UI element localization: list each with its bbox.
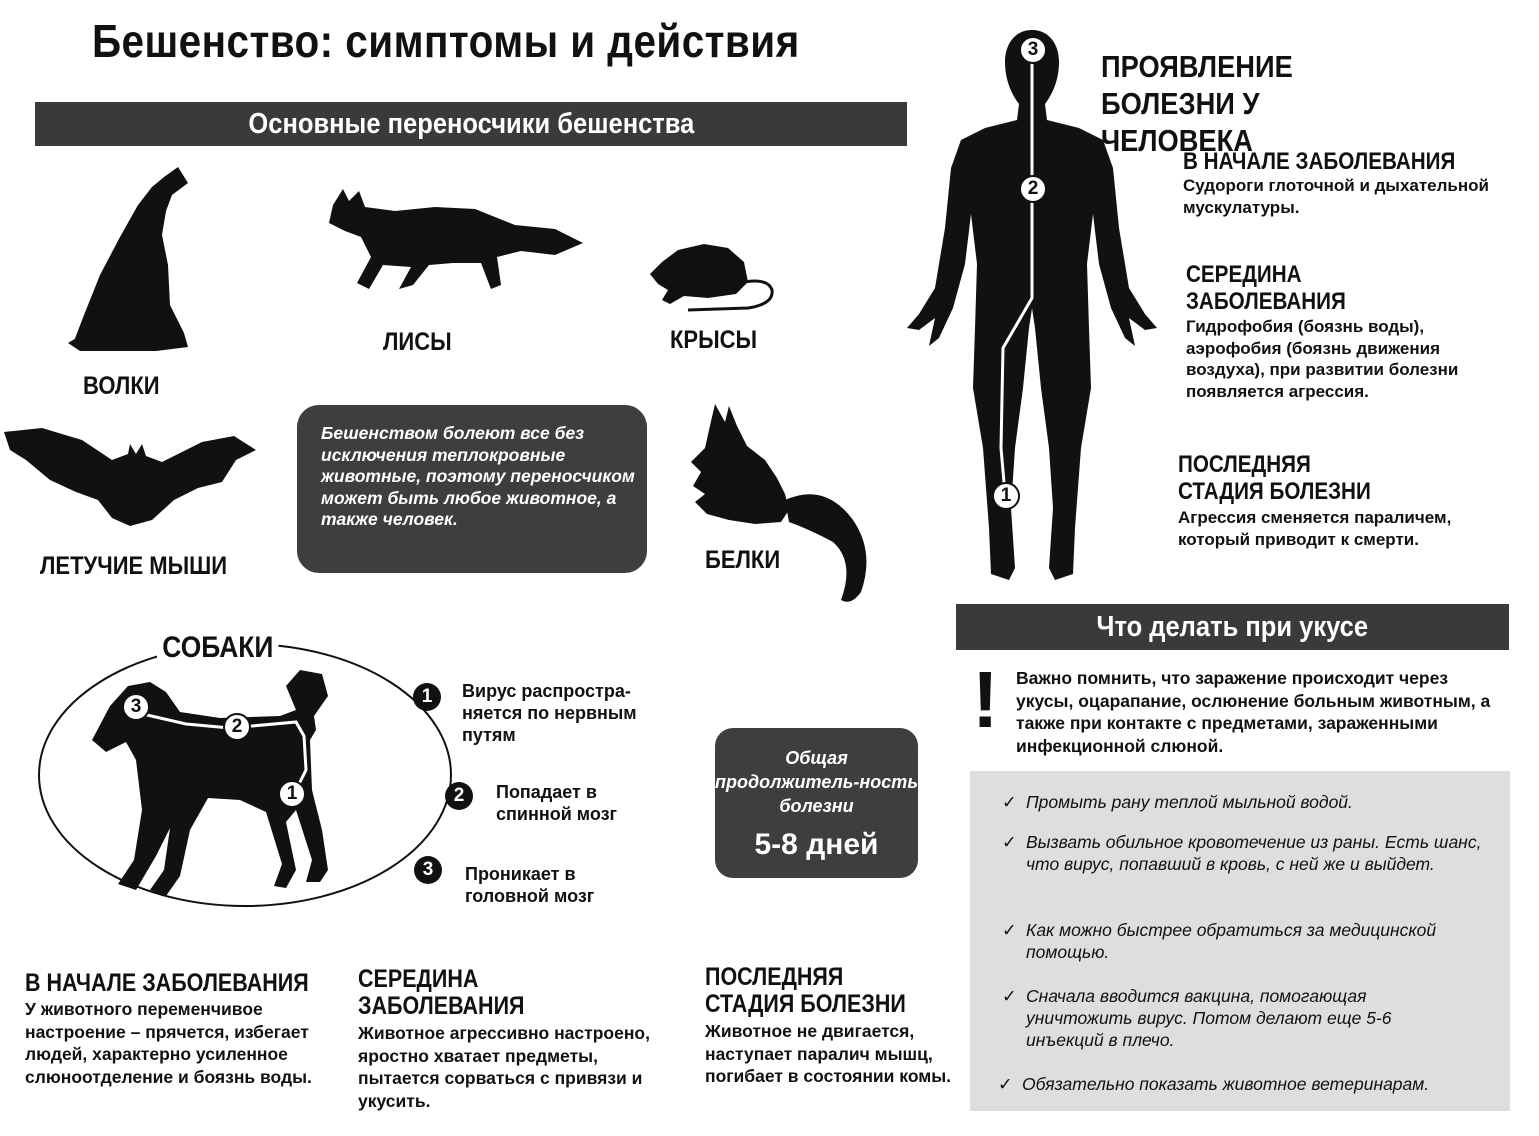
rats-label: КРЫСЫ bbox=[670, 326, 758, 354]
carriers-note bbox=[297, 405, 647, 573]
bite-header: Что делать при укусе bbox=[956, 604, 1509, 650]
dogs-label: СОБАКИ bbox=[157, 631, 279, 665]
dog-marker-3: 3 bbox=[122, 693, 150, 721]
bat-icon bbox=[2, 420, 258, 530]
human-marker-2: 2 bbox=[1019, 175, 1047, 203]
exclamation-icon: ! bbox=[972, 655, 999, 744]
human-stage-1-text: Судороги глоточной и дыхательной мускулатуры. bbox=[1183, 176, 1489, 217]
animal-stage-1-text: У животного переменчивое настроение – прячется, избегает людей, характерно усиленное слюноотделение и боязнь воды. bbox=[25, 999, 312, 1087]
duration-box bbox=[715, 728, 918, 878]
dog-step-3-circle: 3 bbox=[414, 856, 442, 884]
carriers-header: Основные переносчики бешенства bbox=[35, 102, 907, 146]
dog-step-1-circle: 1 bbox=[413, 683, 441, 711]
animal-stage-1-title: В НАЧАЛЕ ЗАБОЛЕВАНИЯ bbox=[25, 969, 309, 997]
human-stage-3-text: Агрессия сменяется параличем, который приводит к смерти. bbox=[1178, 508, 1452, 549]
bite-tip: ✓ Сначала вводится вакцина, помогающая уничтожить вирус. Потом делают еще 5-6 инъекций в плечо. bbox=[1002, 986, 1392, 1050]
foxes-label: ЛИСЫ bbox=[383, 328, 452, 356]
dog-marker-2: 2 bbox=[223, 713, 251, 741]
wolves-label: ВОЛКИ bbox=[83, 372, 160, 400]
human-header: ПРОЯВЛЕНИЕ БОЛЕЗНИ У ЧЕЛОВЕКА bbox=[1101, 49, 1293, 158]
check-icon: ✓ bbox=[1002, 986, 1017, 1006]
bite-tip: ✓ Обязательно показать животное ветеринарам. bbox=[998, 1074, 1430, 1094]
fox-icon bbox=[325, 185, 585, 295]
dog-step-1-text: Вирус распростра-няется по нервным путям bbox=[462, 681, 637, 745]
bats-label: ЛЕТУЧИЕ МЫШИ bbox=[40, 552, 228, 580]
duration-value: 5-8 дней bbox=[754, 828, 879, 861]
human-marker-1: 1 bbox=[992, 482, 1020, 510]
dog-step-2-circle: 2 bbox=[445, 782, 473, 810]
page-title: Бешенство: симптомы и действия bbox=[92, 15, 800, 67]
check-icon: ✓ bbox=[1002, 792, 1017, 812]
bite-important-text: Важно помнить, что заражение происходит через укусы, оцарапание, ослюнение больным животным, а также при контакте с предметами, зараженными инфекционной слюной. bbox=[1016, 668, 1491, 756]
human-stage-1-title: В НАЧАЛЕ ЗАБОЛЕВАНИЯ bbox=[1183, 148, 1456, 175]
duration-text: Общая продолжитель-ность болезни bbox=[715, 748, 919, 816]
animal-stage-3-title: ПОСЛЕДНЯЯ СТАДИЯ БОЛЕЗНИ bbox=[705, 963, 906, 1018]
human-stage-2-text: Гидрофобия (боязнь воды), аэрофобия (боязнь движения воздуха), при развитии болезни появляется агрессия. bbox=[1186, 317, 1459, 401]
bite-tip: ✓ Вызвать обильное кровотечение из раны. Есть шанс, что вирус, попавший в кровь, с ней же и выйдет. bbox=[1002, 832, 1482, 874]
carriers-note-text: Бешенством болеют все без исключения теплокровные животные, поэтому переносчиком может быть любое животное, а также человек. bbox=[321, 423, 635, 529]
bite-tips-panel bbox=[970, 771, 1510, 1111]
check-icon: ✓ bbox=[1002, 920, 1017, 940]
wolf-icon bbox=[60, 165, 200, 355]
dog-step-3-text: Проникает в головной мозг bbox=[465, 864, 595, 906]
check-icon: ✓ bbox=[998, 1074, 1013, 1094]
animal-stage-3-text: Животное не двигается, наступает паралич мышц, погибает в состоянии комы. bbox=[705, 1021, 952, 1086]
check-icon: ✓ bbox=[1002, 832, 1017, 852]
bite-tip: ✓ Промыть рану теплой мыльной водой. bbox=[1002, 792, 1353, 812]
dog-step-2-text: Попадает в спинной мозг bbox=[496, 782, 618, 824]
human-stage-2-title: СЕРЕДИНА ЗАБОЛЕВАНИЯ bbox=[1186, 261, 1346, 315]
human-marker-3: 3 bbox=[1019, 36, 1047, 64]
rat-icon bbox=[648, 238, 776, 313]
animal-stage-2-text: Животное агрессивно настроено, яростно хватает предметы, пытается сорваться с привязи и укусить. bbox=[358, 1023, 650, 1111]
animal-stage-2-title: СЕРЕДИНА ЗАБОЛЕВАНИЯ bbox=[358, 965, 525, 1020]
squirrels-label: БЕЛКИ bbox=[705, 546, 781, 574]
dog-marker-1: 1 bbox=[278, 780, 306, 808]
bite-tip: ✓ Как можно быстрее обратиться за медицинской помощью. bbox=[1002, 920, 1437, 962]
squirrel-icon bbox=[685, 402, 875, 607]
human-stage-3-title: ПОСЛЕДНЯЯ СТАДИЯ БОЛЕЗНИ bbox=[1178, 451, 1371, 505]
